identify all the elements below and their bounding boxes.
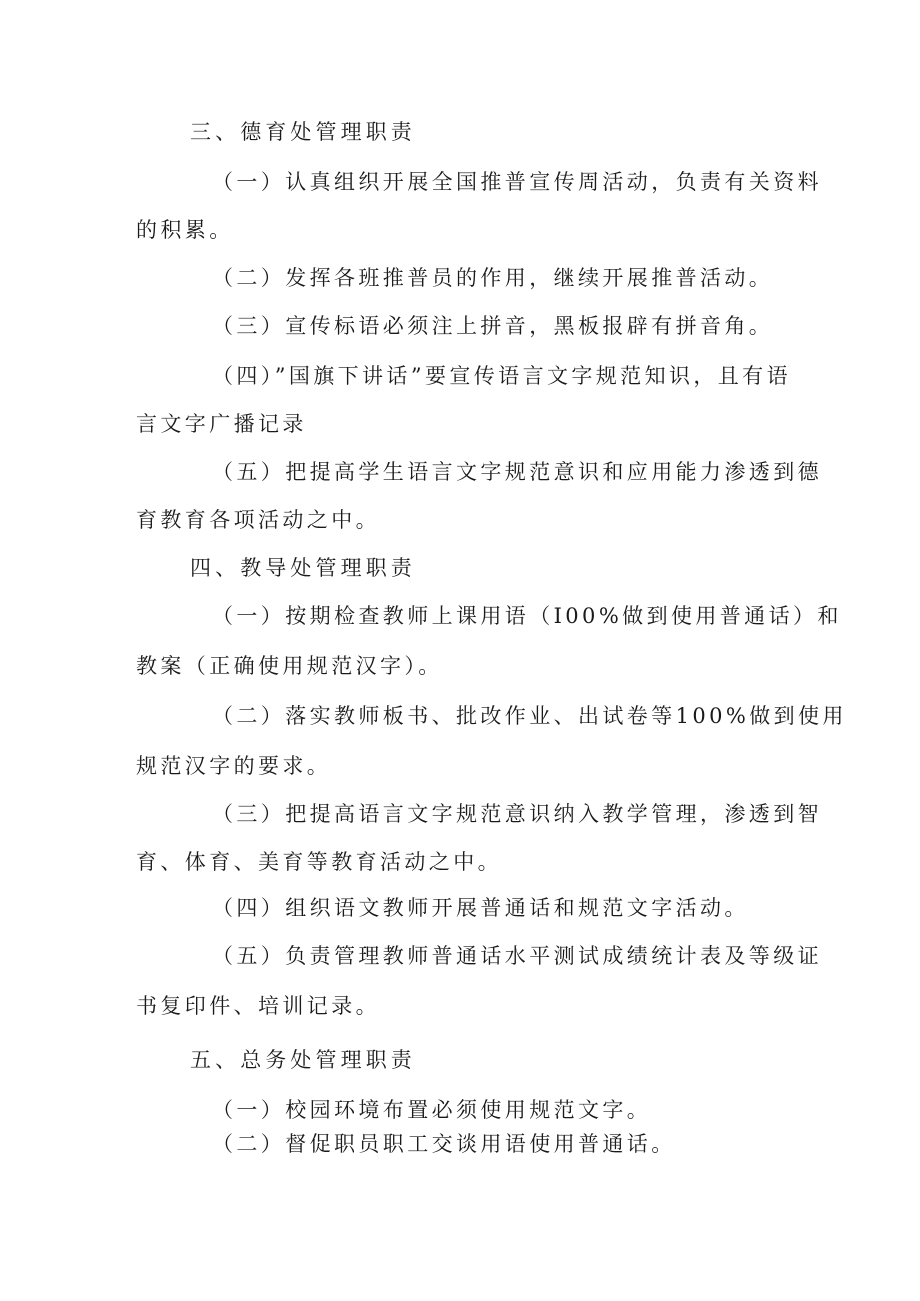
section3-item4-line2: 言文字广播记录 [136,412,307,436]
section4-item3-line2: 育、体育、美育等教育活动之中。 [136,850,502,874]
section3-item4-line1: （四）”国旗下讲话”要宣传语言文字规范知识，且有语 [212,364,791,388]
section4-item2-line2: 规范汉字的要求。 [136,754,332,778]
section3-item1-line2: 的积累。 [136,218,234,242]
section4-item5-line2: 书复印件、培训记录。 [136,994,380,1018]
section3-item3: （三）宣传标语必须注上拼音，黑板报辟有拼音角。 [212,314,774,338]
section5-item2: （二）督促职员职工交谈用语使用普通话。 [212,1132,676,1156]
section4-item4: （四）组织语文教师开展普通话和规范文字活动。 [212,896,749,920]
section5-heading: 五、总务处管理职责 [190,1048,416,1072]
section4-item2-line1: （二）落实教师板书、批改作业、出试卷等100%做到使用 [212,704,847,728]
section4-item1-line1: （一）按期检查教师上课用语（I00%做到使用普通话）和 [212,604,842,628]
section4-item3-line1: （三）把提高语言文字规范意识纳入教学管理，渗透到智 [212,802,822,826]
section4-item5-line1: （五）负责管理教师普通话水平测试成绩统计表及等级证 [212,944,822,968]
section3-item2: （二）发挥各班推普员的作用，继续开展推普活动。 [212,266,774,290]
section4-heading: 四、教导处管理职责 [190,556,416,580]
section3-item1-line1: （一）认真组织开展全国推普宣传周活动，负责有关资料 [212,170,822,194]
section3-heading: 三、德育处管理职责 [190,120,416,144]
section5-item1: （一）校园环境布置必须使用规范文字。 [212,1098,652,1122]
section3-item5-line1: （五）把提高学生语言文字规范意识和应用能力渗透到德 [212,460,822,484]
section3-item5-line2: 育教育各项活动之中。 [136,508,380,532]
section4-item1-line2: 教案（正确使用规范汉字）。 [136,654,443,678]
